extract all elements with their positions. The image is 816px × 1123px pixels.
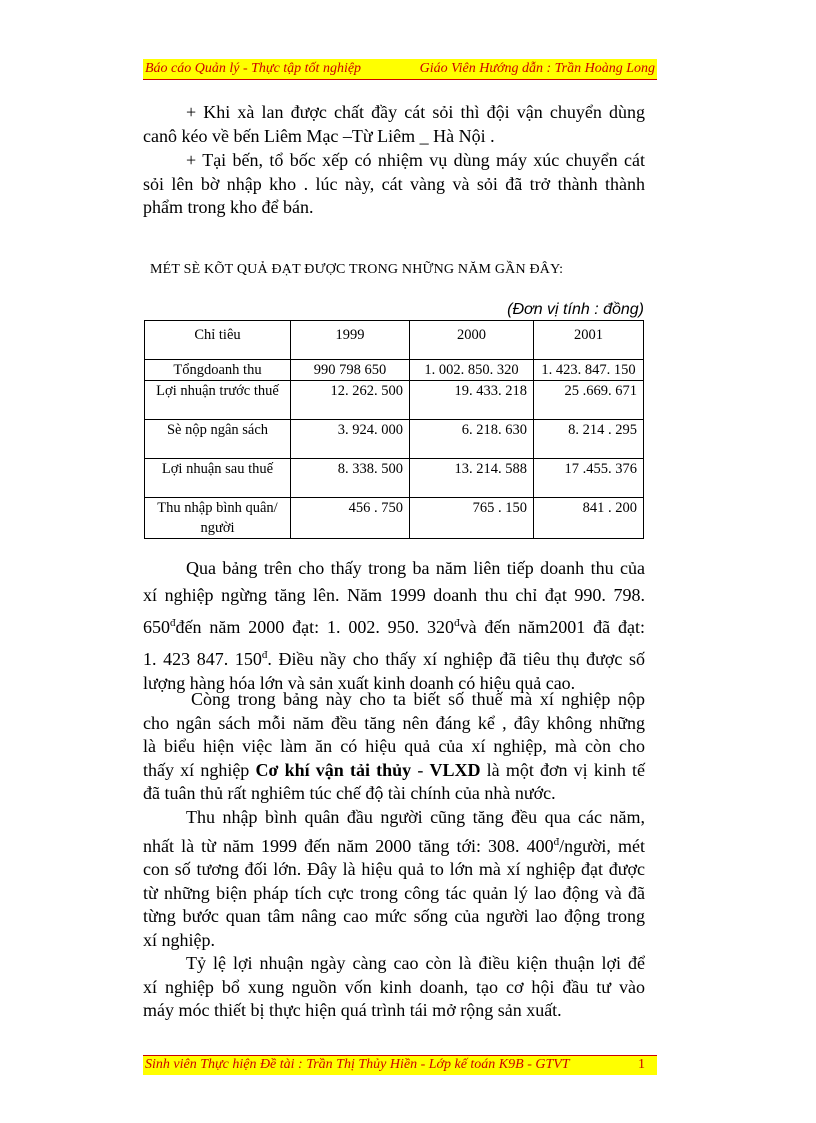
text-line: đã tuân thủ rất nghiêm túc chế độ tài chính của nhà nước.	[143, 783, 556, 803]
text-run: đến năm 2000 đạt: 1. 002. 950. 320	[175, 617, 455, 637]
header-right-text: Giáo Viên Hướng dẫn : Trần Hoàng Long	[419, 61, 655, 76]
row-label: Tổngdoanh thu	[145, 360, 291, 381]
table-header-row	[145, 321, 644, 360]
text-line: Thu nhập bình quân đầu người cũng tăng đều qua các năm,	[186, 807, 645, 827]
intro-paragraph-2	[143, 149, 645, 220]
text-line: sỏi lên bờ nhập kho . lúc này, cát vàng và sỏi đã trở thành thành	[143, 173, 645, 194]
text-line: cho ngân sách mỗi năm đều tăng nên đáng kể , đây không những	[143, 712, 645, 733]
currency-sup: đ	[261, 649, 268, 661]
header-cell: 2000	[410, 321, 534, 360]
row-label: Lợi nhuận trước thuế	[145, 381, 291, 420]
intro-paragraph-1	[143, 101, 645, 148]
text-line: từng bước quan tâm nâng cao mức sống của người lao động trong	[143, 906, 645, 926]
text-line	[143, 835, 645, 859]
text-line: phẩm trong kho để bán.	[143, 197, 314, 217]
analysis-paragraph-1	[143, 556, 645, 695]
text-run: và đến năm2001 đã đạt:	[459, 617, 645, 637]
text-run: 1. 423 847. 150	[143, 649, 262, 669]
text-line: Tỷ lệ lợi nhuận ngày càng cao còn là điều kiện thuận lợi để	[186, 953, 645, 973]
text-line: canô kéo về bến Liêm Mạc –Từ Liêm _ Hà Nội .	[143, 125, 495, 146]
table-cell: 456 . 750	[291, 498, 410, 539]
text-line: lượng hàng hóa lớn và sản xuất kinh doanh có hiệu quả cao.	[143, 673, 576, 693]
text-run: /người, mét	[559, 835, 645, 856]
text-run: 650	[143, 617, 170, 637]
table-row	[145, 360, 644, 381]
analysis-paragraph-2	[143, 688, 645, 806]
table-cell: 6. 218. 630	[410, 420, 534, 459]
text-run: -	[411, 759, 430, 780]
text-line	[143, 615, 645, 639]
footer-left-text: Sinh viên Thực hiện Đề tài : Trần Thị Thủy Hiền - Lớp kế toán K9B - GTVT	[145, 1057, 570, 1072]
table-cell: 17 .455. 376	[534, 459, 644, 498]
table-cell: 8. 214 . 295	[534, 420, 644, 459]
table-cell: 12. 262. 500	[291, 381, 410, 420]
text-line: con số tương đối lớn. Đây là hiệu quả to lớn mà xí nghiệp đạt được	[143, 859, 645, 879]
table-row	[145, 381, 644, 420]
row-label: Lợi nhuận sau thuế	[145, 459, 291, 498]
table-cell: 990 798 650	[291, 360, 410, 381]
header-cell: 1999	[291, 321, 410, 360]
text-line: + Khi xà lan được chất đầy cát sỏi thì đội vận chuyển dùng	[186, 102, 645, 122]
bold-text: VLXD	[429, 759, 481, 780]
currency-sup: đ	[553, 835, 560, 848]
results-table	[144, 320, 644, 539]
text-line: máy móc thiết bị thực hiện quá trình tái mở rộng sản xuất.	[143, 1000, 562, 1020]
table-row	[145, 498, 644, 539]
header-left-text: Báo cáo Quản lý - Thực tập tốt nghiệp	[145, 61, 362, 76]
text-run: . Điều nầy cho thấy xí nghiệp đã tiêu thụ được số	[267, 649, 646, 669]
text-line: từ những biện pháp tích cực trong công tác quản lý lao động và đã	[143, 882, 645, 903]
table-cell: 13. 214. 588	[410, 459, 534, 498]
text-line: xí nghiệp ngừng tăng lên. Năm 1999 doanh thu chỉ đạt 990. 798.	[143, 585, 645, 605]
unit-note: (Đơn vị tính : đồng)	[507, 301, 644, 318]
page-footer	[143, 1055, 657, 1075]
text-run: thấy xí nghiệp	[143, 759, 256, 780]
header-cell: 2001	[534, 321, 644, 360]
table-cell: 841 . 200	[534, 498, 644, 539]
text-line: Còng trong bảng này cho ta biết số thuế mà xí nghiệp nộp	[191, 689, 645, 709]
bold-text: Cơ khí vận tải thủy	[255, 759, 412, 780]
header-cell: Chỉ tiêu	[145, 321, 291, 360]
text-line	[143, 647, 645, 671]
currency-sup: đ	[170, 617, 176, 629]
row-label: Thu nhập bình quân/ người	[145, 498, 291, 539]
row-label: Sè nộp ngân sách	[145, 420, 291, 459]
text-line: Qua bảng trên cho thấy trong ba năm liên tiếp doanh thu của	[186, 558, 645, 578]
analysis-paragraph-4	[143, 952, 645, 1023]
text-line: xí nghiệp.	[143, 929, 215, 950]
text-line: xí nghiệp bổ xung nguồn vốn kinh doanh, tạo cơ hội đầu tư vào	[143, 976, 645, 997]
text-line	[143, 759, 645, 783]
text-line: là biểu hiện việc làm ăn có hiệu quả của xí nghiệp, mà còn cho	[143, 736, 645, 756]
table-cell: 8. 338. 500	[291, 459, 410, 498]
table-cell: 1. 423. 847. 150	[534, 360, 644, 381]
table-cell: 19. 433. 218	[410, 381, 534, 420]
page-header	[143, 59, 657, 80]
table-cell: 25 .669. 671	[534, 381, 644, 420]
section-title: MÉT SÈ KÕT QUẢ ĐẠT ĐƯỢC TRONG NHỮNG NĂM GẦN ĐÂY:	[150, 262, 564, 277]
table-cell: 3. 924. 000	[291, 420, 410, 459]
analysis-paragraph-3	[143, 806, 645, 952]
currency-sup: đ	[454, 617, 460, 629]
page-number: 1	[638, 1057, 645, 1072]
table-row	[145, 420, 644, 459]
text-line: + Tại bến, tổ bốc xếp có nhiệm vụ dùng máy xúc chuyển cát	[186, 150, 645, 170]
text-run: là một đơn vị kinh tế	[480, 759, 645, 780]
text-run: nhất là từ năm 1999 đến năm 2000 tăng tới: 308. 400	[143, 835, 554, 856]
table-row	[145, 459, 644, 498]
table-cell: 1. 002. 850. 320	[410, 360, 534, 381]
table-cell: 765 . 150	[410, 498, 534, 539]
